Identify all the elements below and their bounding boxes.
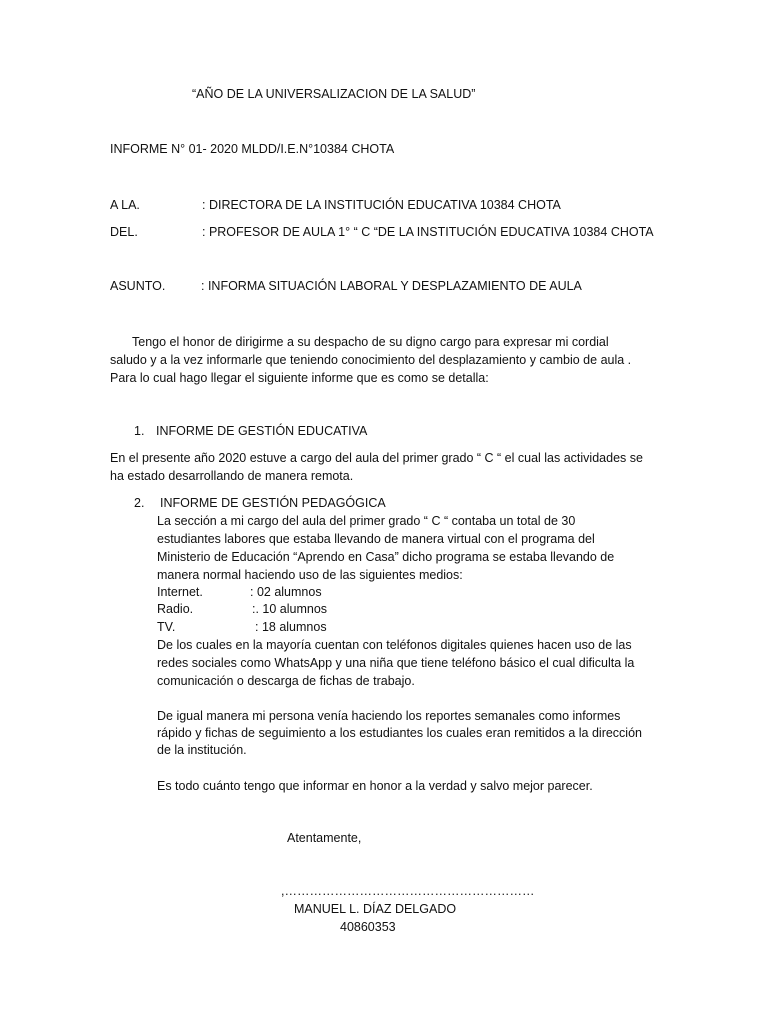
intro-line: Tengo el honor de dirigirme a su despacho de su digno cargo para expresar mi cordial [132, 335, 609, 349]
subject-value: : INFORMA SITUACIÓN LABORAL Y DESPLAZAMIENTO DE AULA [201, 279, 582, 293]
section1-text: En el presente año 2020 estuve a cargo del aula del primer grado “ C “ el cual las actividades se [110, 451, 643, 465]
section2-text: rápido y fichas de seguimiento a los estudiantes los cuales eran remitidos a la dirección [157, 726, 642, 740]
signer-name: MANUEL L. DÍAZ DELGADO [294, 902, 457, 916]
media-label: Radio. [157, 602, 194, 616]
section2-text: de la institución. [157, 743, 247, 757]
media-value: :. 10 alumnos [252, 602, 328, 616]
to-label: A LA. [110, 198, 140, 212]
section2-text: manera normal haciendo uso de las siguientes medios: [157, 568, 463, 582]
section2-text: Ministerio de Educación “Aprendo en Casa” dicho programa se estaba llevando de [157, 550, 615, 564]
year-title: “AÑO DE LA UNIVERSALIZACION DE LA SALUD” [192, 87, 476, 101]
from-label: DEL. [110, 225, 138, 239]
section2-text: estudiantes labores que estaba llevando de manera virtual con el programa del [157, 532, 595, 546]
closing-salutation: Atentamente, [287, 831, 362, 845]
section1-title: INFORME DE GESTIÓN EDUCATIVA [156, 424, 368, 438]
section2-text: La sección a mi cargo del aula del primer grado “ C “ contaba un total de 30 [157, 514, 576, 528]
media-label: TV. [157, 620, 176, 634]
signature-line: ,…………………………………………………… [281, 884, 535, 898]
section2-text: redes sociales como WhatsApp y una niña que tiene teléfono básico el cual dificulta la [157, 656, 635, 670]
intro-line: saludo y a la vez informarle que teniendo conocimiento del desplazamiento y cambio de aula . [110, 353, 632, 367]
section1-number: 1. [134, 424, 145, 438]
section2-text: De los cuales en la mayoría cuentan con teléfonos digitales quienes hacen uso de las [157, 638, 632, 652]
media-label: Internet. [157, 585, 203, 599]
section2-text: De igual manera mi persona venía haciendo los reportes semanales como informes [157, 709, 621, 723]
from-value: : PROFESOR DE AULA 1° “ C “DE LA INSTITUCIÓN EDUCATIVA 10384 CHOTA [202, 225, 654, 239]
media-value: : 02 alumnos [250, 585, 322, 599]
section1-text: ha estado desarrollando de manera remota. [110, 469, 354, 483]
report-number: INFORME N° 01- 2020 MLDD/I.E.N°10384 CHOTA [110, 142, 395, 156]
section2-text: comunicación o descarga de fichas de trabajo. [157, 674, 415, 688]
signer-id: 40860353 [340, 920, 396, 934]
subject-label: ASUNTO. [110, 279, 166, 293]
section2-number: 2. [134, 496, 145, 510]
intro-line: Para lo cual hago llegar el siguiente informe que es como se detalla: [110, 371, 489, 385]
section2-title: INFORME DE GESTIÓN PEDAGÓGICA [160, 496, 386, 510]
media-value: : 18 alumnos [255, 620, 327, 634]
section2-text: Es todo cuánto tengo que informar en honor a la verdad y salvo mejor parecer. [157, 779, 593, 793]
to-value: : DIRECTORA DE LA INSTITUCIÓN EDUCATIVA 10384 CHOTA [202, 198, 561, 212]
